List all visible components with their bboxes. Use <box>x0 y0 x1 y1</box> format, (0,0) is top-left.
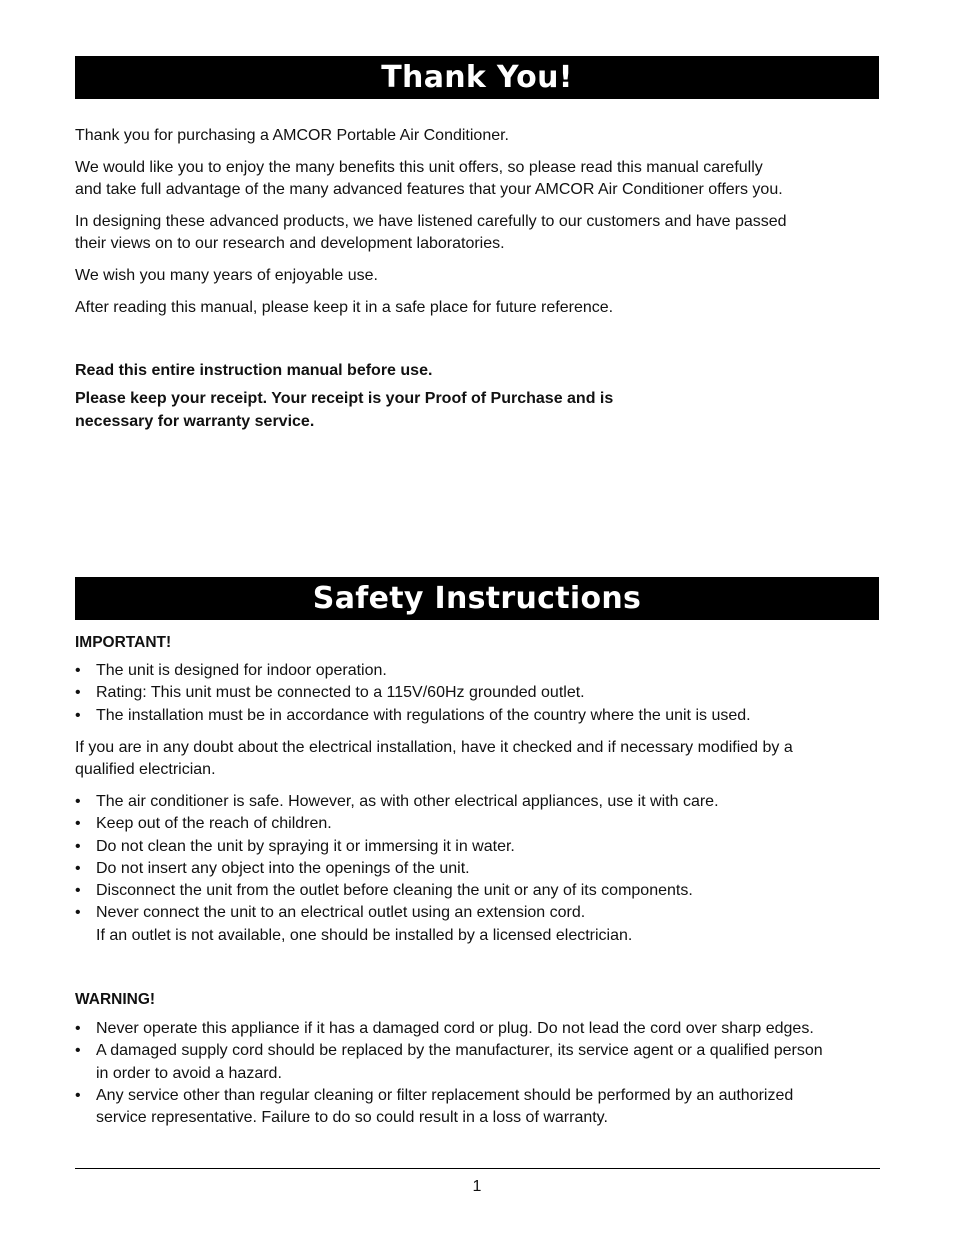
thank-you-paragraph-5: After reading this manual, please keep it in a safe place for future reference. <box>75 299 614 316</box>
list-item: • Never connect the unit to an electrical outlet using an extension cord. If an outlet is not available, one should be installed by a licensed electrician. <box>75 902 719 947</box>
receipt-notice-line-1: Please keep your receipt. Your receipt is your Proof of Purchase and is <box>75 390 614 407</box>
thank-you-paragraph-2-line-1: We would like you to enjoy the many benefits this unit offers, so please read this manual carefully <box>75 159 763 176</box>
list-item: • Keep out of the reach of children. <box>75 813 719 835</box>
bullet-icon: • <box>75 793 81 810</box>
electrical-doubt-line-2: qualified electrician. <box>75 761 216 778</box>
list-item: • Do not insert any object into the openings of the unit. <box>75 858 719 880</box>
general-bullet-list <box>75 791 719 947</box>
list-item: • The installation must be in accordance with regulations of the country where the unit is used. <box>75 705 751 727</box>
electrical-doubt-line-1: If you are in any doubt about the electrical installation, have it checked and if necessary modified by a <box>75 739 793 756</box>
bullet-icon: • <box>75 859 81 877</box>
page-number: 1 <box>472 1178 482 1195</box>
thank-you-banner: Thank You! <box>75 56 879 99</box>
receipt-notice-line-2: necessary for warranty service. <box>75 413 315 430</box>
thank-you-paragraph-3-line-2: their views on to our research and development laboratories. <box>75 235 505 252</box>
list-item: • A damaged supply cord should be replaced by the manufacturer, its service agent or a qualified person in order to avoid a hazard. <box>75 1040 823 1085</box>
thank-you-paragraph-3-line-1: In designing these advanced products, we have listened carefully to our customers and have passed <box>75 213 787 230</box>
extension-cord-note: If an outlet is not available, one should be installed by a licensed electrician. <box>96 926 633 944</box>
footer-divider <box>75 1168 880 1169</box>
bullet-icon: • <box>75 1086 81 1104</box>
safety-instructions-banner: Safety Instructions <box>75 577 879 620</box>
list-item: • Never operate this appliance if it has a damaged cord or plug. Do not lead the cord over sharp edges. <box>75 1018 823 1040</box>
bullet-icon: • <box>75 815 81 833</box>
list-item: • Rating: This unit must be connected to a 115V/60Hz grounded outlet. <box>75 682 751 704</box>
bullet-icon: • <box>75 882 81 900</box>
bullet-icon: • <box>75 662 81 679</box>
list-item-continuation: in order to avoid a hazard. <box>96 1064 282 1082</box>
thank-you-paragraph-4: We wish you many years of enjoyable use. <box>75 267 378 284</box>
bullet-icon: • <box>75 904 81 922</box>
read-manual-notice: Read this entire instruction manual before use. <box>75 362 433 379</box>
bullet-icon: • <box>75 837 81 855</box>
list-item: • Any service other than regular cleaning or filter replacement should be performed by an authorized service representative. Failure to do so could result in a loss of warranty. <box>75 1085 823 1130</box>
bullet-icon: • <box>75 1042 81 1060</box>
bullet-icon: • <box>75 1020 81 1037</box>
warning-bullet-list <box>75 1018 823 1129</box>
list-item: • The unit is designed for indoor operation. <box>75 660 751 682</box>
important-heading: IMPORTANT! <box>75 634 172 651</box>
bullet-icon: • <box>75 706 81 724</box>
thank-you-paragraph-1: Thank you for purchasing a AMCOR Portable Air Conditioner. <box>75 127 509 144</box>
list-item: • The air conditioner is safe. However, as with other electrical appliances, use it with care. <box>75 791 719 813</box>
list-item-continuation: service representative. Failure to do so could result in a loss of warranty. <box>96 1109 608 1127</box>
important-bullet-list <box>75 660 751 727</box>
thank-you-paragraph-2-line-2: and take full advantage of the many advanced features that your AMCOR Air Conditioner offers you. <box>75 181 783 198</box>
list-item: • Disconnect the unit from the outlet before cleaning the unit or any of its components. <box>75 880 719 902</box>
warning-heading: WARNING! <box>75 991 156 1008</box>
list-item: • Do not clean the unit by spraying it or immersing it in water. <box>75 836 719 858</box>
bullet-icon: • <box>75 684 81 702</box>
